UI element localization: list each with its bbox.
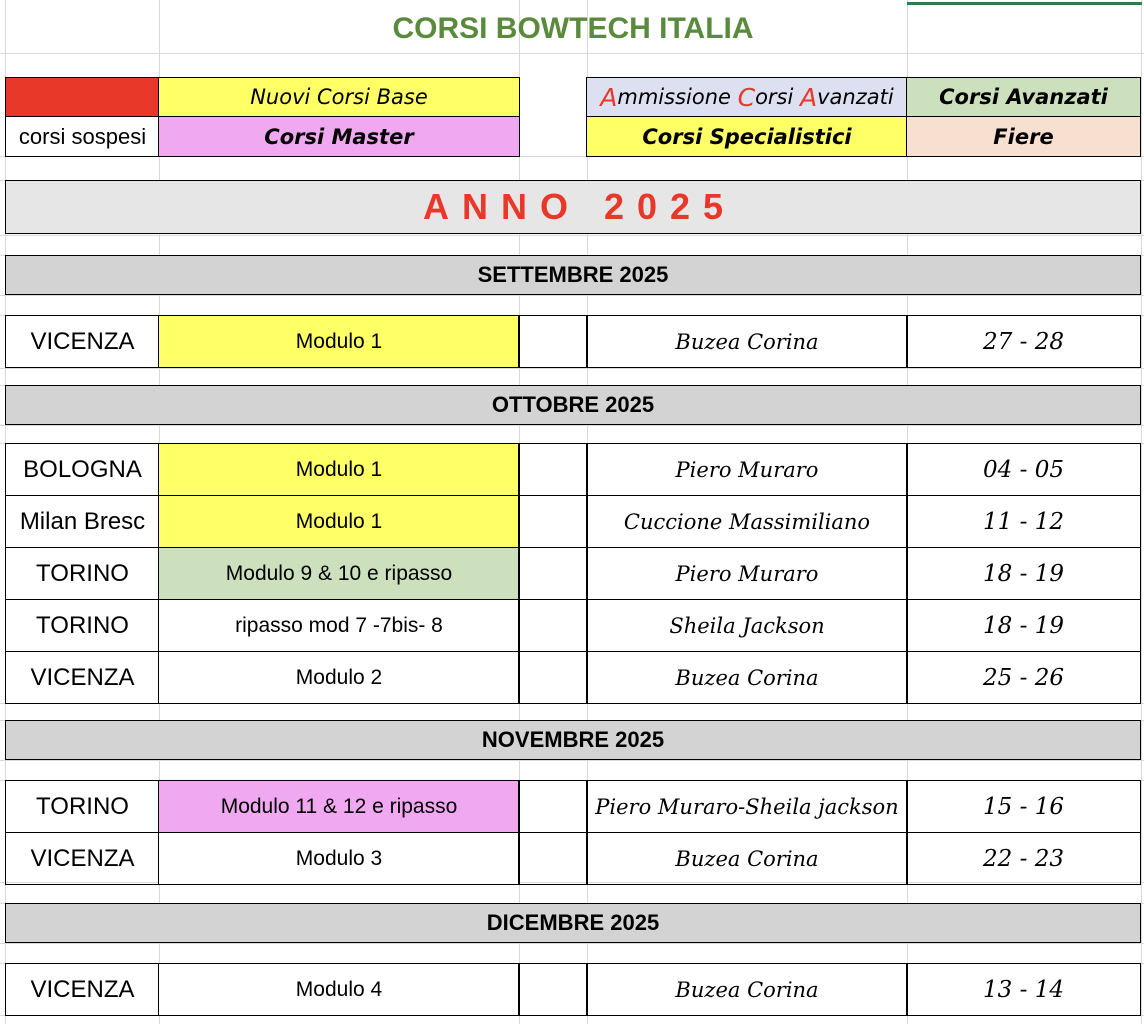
course-spacer xyxy=(518,651,588,704)
month-header: OTTOBRE 2025 xyxy=(5,385,1141,425)
course-teacher: Piero Muraro-Sheila jackson xyxy=(586,780,908,833)
legend-red-swatch xyxy=(5,77,160,117)
month-header: SETTEMBRE 2025 xyxy=(5,255,1141,295)
course-spacer xyxy=(518,963,588,1016)
course-teacher: Piero Muraro xyxy=(586,443,908,496)
course-module: Modulo 2 xyxy=(158,651,520,704)
course-dates: 25 - 26 xyxy=(906,651,1141,704)
course-teacher: Sheila Jackson xyxy=(586,599,908,652)
course-dates: 04 - 05 xyxy=(906,443,1141,496)
course-teacher: Buzea Corina xyxy=(586,651,908,704)
legend-fairs: Fiere xyxy=(906,116,1141,157)
course-city: VICENZA xyxy=(5,651,160,704)
course-spacer xyxy=(518,495,588,548)
legend-suspended: corsi sospesi xyxy=(5,116,160,157)
course-teacher: Buzea Corina xyxy=(586,315,908,368)
month-header: DICEMBRE 2025 xyxy=(5,903,1141,943)
course-module: Modulo 4 xyxy=(158,963,520,1016)
legend-base: Nuovi Corsi Base xyxy=(158,77,520,117)
year-banner: ANNO 2025 xyxy=(5,180,1141,234)
course-city: VICENZA xyxy=(5,832,160,885)
course-module: ripasso mod 7 -7bis- 8 xyxy=(158,599,520,652)
course-teacher: Cuccione Massimiliano xyxy=(586,495,908,548)
course-city: VICENZA xyxy=(5,963,160,1016)
course-spacer xyxy=(518,547,588,600)
course-dates: 11 - 12 xyxy=(906,495,1141,548)
course-spacer xyxy=(518,780,588,833)
course-dates: 18 - 19 xyxy=(906,547,1141,600)
course-module: Modulo 1 xyxy=(158,495,520,548)
course-teacher: Buzea Corina xyxy=(586,963,908,1016)
legend-master: Corsi Master xyxy=(158,116,520,157)
course-city: TORINO xyxy=(5,547,160,600)
course-city: BOLOGNA xyxy=(5,443,160,496)
course-dates: 18 - 19 xyxy=(906,599,1141,652)
course-module: Modulo 3 xyxy=(158,832,520,885)
course-teacher: Buzea Corina xyxy=(586,832,908,885)
course-city: Milan Bresc xyxy=(5,495,160,548)
course-dates: 27 - 28 xyxy=(906,315,1141,368)
course-module: Modulo 1 xyxy=(158,443,520,496)
course-dates: 13 - 14 xyxy=(906,963,1141,1016)
course-module: Modulo 11 & 12 e ripasso xyxy=(158,780,520,833)
course-module: Modulo 1 xyxy=(158,315,520,368)
course-module: Modulo 9 & 10 e ripasso xyxy=(158,547,520,600)
course-city: TORINO xyxy=(5,780,160,833)
course-city: VICENZA xyxy=(5,315,160,368)
legend-advanced-admission: A mmissione C orsi A vanzati xyxy=(586,77,908,117)
course-city: TORINO xyxy=(5,599,160,652)
course-spacer xyxy=(518,832,588,885)
course-dates: 15 - 16 xyxy=(906,780,1141,833)
month-header: NOVEMBRE 2025 xyxy=(5,720,1141,760)
course-spacer xyxy=(518,443,588,496)
page-title: CORSI BOWTECH ITALIA xyxy=(392,12,754,45)
legend-specialistic: Corsi Specialistici xyxy=(586,116,908,157)
course-teacher: Piero Muraro xyxy=(586,547,908,600)
course-spacer xyxy=(518,315,588,368)
course-dates: 22 - 23 xyxy=(906,832,1141,885)
legend-advanced: Corsi Avanzati xyxy=(906,77,1141,117)
course-spacer xyxy=(518,599,588,652)
